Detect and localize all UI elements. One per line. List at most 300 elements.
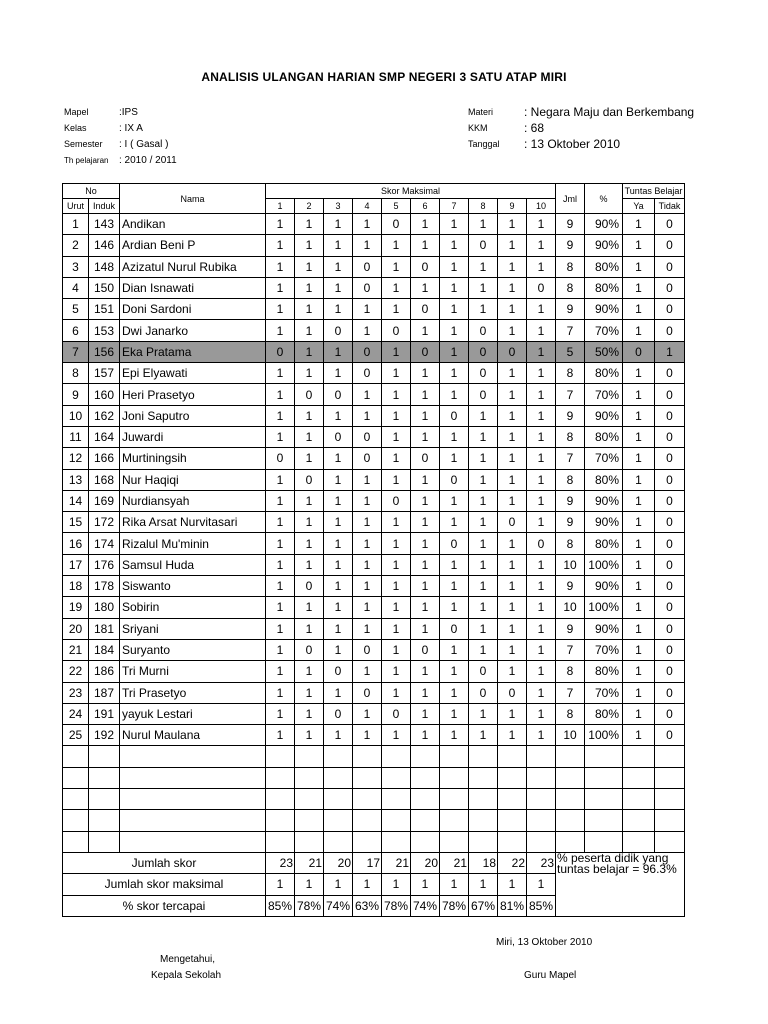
footer-max: 1 [411, 874, 440, 895]
student-score: 1 [498, 576, 527, 597]
header-q: 9 [498, 199, 527, 214]
student-jml: 7 [556, 320, 585, 341]
student-score: 1 [266, 512, 295, 533]
table-row [63, 661, 685, 682]
score-table [62, 183, 685, 917]
student-urut: 5 [63, 299, 89, 320]
student-induk: 184 [89, 639, 120, 660]
student-induk: 150 [89, 277, 120, 298]
student-score: 0 [324, 426, 353, 447]
student-score: 1 [411, 320, 440, 341]
student-score: 1 [324, 277, 353, 298]
student-score: 1 [527, 256, 556, 277]
student-ya: 1 [623, 235, 655, 256]
student-score: 1 [469, 469, 498, 490]
header-ya: Ya [623, 199, 655, 214]
student-score: 1 [382, 256, 411, 277]
student-score: 0 [469, 235, 498, 256]
student-induk: 169 [89, 490, 120, 511]
student-score: 1 [353, 214, 382, 235]
table-row [63, 576, 685, 597]
student-score: 1 [382, 597, 411, 618]
empty-cell [556, 810, 585, 831]
student-tidak: 0 [655, 405, 685, 426]
student-jml: 9 [556, 299, 585, 320]
footer-sum: 22 [498, 852, 527, 873]
empty-cell [585, 789, 623, 810]
meta-value: : 13 Oktober 2010 [524, 137, 621, 151]
student-score: 0 [353, 363, 382, 384]
student-score: 1 [266, 469, 295, 490]
footer-percent: 74% [324, 895, 353, 916]
student-score: 1 [527, 490, 556, 511]
student-score: 1 [382, 277, 411, 298]
student-score: 1 [324, 214, 353, 235]
header-q: 8 [469, 199, 498, 214]
student-score: 0 [411, 341, 440, 362]
empty-cell [324, 789, 353, 810]
student-score: 1 [295, 533, 324, 554]
student-score: 1 [295, 682, 324, 703]
student-score: 0 [411, 448, 440, 469]
meta-label: Kelas [64, 123, 87, 133]
student-percent: 90% [585, 490, 623, 511]
footer-label-jumlah-max: Jumlah skor maksimal [63, 874, 266, 895]
student-jml: 10 [556, 554, 585, 575]
student-score: 1 [440, 639, 469, 660]
student-score: 1 [411, 384, 440, 405]
student-score: 1 [266, 682, 295, 703]
student-score: 0 [295, 639, 324, 660]
student-score: 1 [266, 235, 295, 256]
student-percent: 100% [585, 554, 623, 575]
student-score: 1 [295, 512, 324, 533]
student-induk: 160 [89, 384, 120, 405]
student-score: 1 [498, 533, 527, 554]
student-score: 1 [353, 235, 382, 256]
table-row [63, 469, 685, 490]
student-score: 1 [353, 469, 382, 490]
student-percent: 90% [585, 512, 623, 533]
student-name: Juwardi [120, 426, 266, 447]
student-tidak: 0 [655, 533, 685, 554]
empty-cell [89, 767, 120, 788]
student-score: 1 [527, 576, 556, 597]
table-row [63, 405, 685, 426]
empty-cell [353, 831, 382, 852]
student-score: 0 [295, 576, 324, 597]
student-induk: 162 [89, 405, 120, 426]
student-score: 1 [353, 384, 382, 405]
student-score: 1 [498, 363, 527, 384]
empty-cell [527, 831, 556, 852]
header-q: 5 [382, 199, 411, 214]
empty-cell [469, 767, 498, 788]
student-percent: 70% [585, 320, 623, 341]
student-jml: 8 [556, 533, 585, 554]
student-score: 1 [498, 703, 527, 724]
student-induk: 174 [89, 533, 120, 554]
student-score: 0 [440, 405, 469, 426]
student-urut: 15 [63, 512, 89, 533]
student-score: 1 [527, 725, 556, 746]
student-score: 1 [440, 341, 469, 362]
student-score: 0 [498, 341, 527, 362]
student-score: 1 [469, 597, 498, 618]
empty-cell [585, 746, 623, 767]
table-row [63, 235, 685, 256]
student-urut: 1 [63, 214, 89, 235]
table-row [63, 725, 685, 746]
empty-row [63, 789, 685, 810]
table-row [63, 299, 685, 320]
empty-cell [120, 831, 266, 852]
student-score: 1 [266, 490, 295, 511]
footer-percent: 85% [266, 895, 295, 916]
student-score: 1 [440, 682, 469, 703]
footer-max: 1 [295, 874, 324, 895]
student-induk: 181 [89, 618, 120, 639]
empty-cell [623, 789, 655, 810]
student-score: 1 [295, 725, 324, 746]
footer-sum: 23 [527, 852, 556, 873]
table-row [63, 533, 685, 554]
student-score: 1 [353, 661, 382, 682]
empty-cell [411, 746, 440, 767]
meta-right [468, 104, 694, 152]
empty-cell [120, 810, 266, 831]
student-score: 0 [440, 533, 469, 554]
footer-max: 1 [469, 874, 498, 895]
student-score: 1 [324, 512, 353, 533]
table-row [63, 448, 685, 469]
student-urut: 17 [63, 554, 89, 575]
student-score: 1 [440, 554, 469, 575]
footer-sum: 23 [266, 852, 295, 873]
student-score: 1 [527, 597, 556, 618]
student-ya: 1 [623, 256, 655, 277]
footer-sum: 17 [353, 852, 382, 873]
header-tidak: Tidak [655, 199, 685, 214]
student-tidak: 0 [655, 554, 685, 575]
student-ya: 1 [623, 725, 655, 746]
student-percent: 100% [585, 725, 623, 746]
empty-cell [382, 789, 411, 810]
student-score: 1 [324, 469, 353, 490]
student-score: 1 [527, 682, 556, 703]
student-tidak: 0 [655, 214, 685, 235]
student-score: 0 [469, 341, 498, 362]
student-tidak: 0 [655, 363, 685, 384]
student-score: 1 [527, 405, 556, 426]
student-jml: 8 [556, 277, 585, 298]
table-row [63, 214, 685, 235]
empty-cell [266, 789, 295, 810]
footer-sum: 20 [411, 852, 440, 873]
student-jml: 8 [556, 256, 585, 277]
footer-max: 1 [353, 874, 382, 895]
empty-row [63, 810, 685, 831]
student-score: 0 [353, 448, 382, 469]
student-jml: 7 [556, 384, 585, 405]
student-score: 1 [324, 405, 353, 426]
student-tidak: 0 [655, 703, 685, 724]
student-score: 1 [382, 235, 411, 256]
header-q: 1 [266, 199, 295, 214]
student-score: 0 [469, 363, 498, 384]
student-score: 1 [295, 277, 324, 298]
empty-cell [623, 831, 655, 852]
student-score: 1 [498, 597, 527, 618]
empty-cell [120, 789, 266, 810]
student-score: 1 [353, 405, 382, 426]
student-score: 0 [440, 618, 469, 639]
student-score: 1 [324, 597, 353, 618]
empty-cell [89, 810, 120, 831]
student-score: 0 [324, 384, 353, 405]
student-score: 1 [411, 682, 440, 703]
student-score: 1 [266, 576, 295, 597]
student-percent: 70% [585, 682, 623, 703]
student-score: 1 [498, 448, 527, 469]
student-score: 1 [527, 448, 556, 469]
header-q: 4 [353, 199, 382, 214]
student-percent: 70% [585, 639, 623, 660]
student-score: 1 [266, 426, 295, 447]
student-score: 1 [324, 363, 353, 384]
student-score: 1 [353, 533, 382, 554]
empty-cell [353, 767, 382, 788]
student-percent: 80% [585, 533, 623, 554]
footer-sum: 21 [382, 852, 411, 873]
footer-max: 1 [498, 874, 527, 895]
student-score: 1 [411, 469, 440, 490]
empty-cell [655, 746, 685, 767]
empty-cell [440, 746, 469, 767]
student-score: 0 [382, 214, 411, 235]
student-induk: 153 [89, 320, 120, 341]
student-jml: 7 [556, 448, 585, 469]
student-score: 0 [411, 299, 440, 320]
header-q: 3 [324, 199, 353, 214]
student-score: 1 [498, 639, 527, 660]
empty-cell [63, 810, 89, 831]
student-induk: 180 [89, 597, 120, 618]
student-ya: 1 [623, 490, 655, 511]
student-score: 1 [469, 256, 498, 277]
empty-cell [324, 831, 353, 852]
empty-cell [89, 746, 120, 767]
student-ya: 1 [623, 363, 655, 384]
student-jml: 8 [556, 661, 585, 682]
student-tidak: 0 [655, 299, 685, 320]
student-urut: 11 [63, 426, 89, 447]
student-induk: 148 [89, 256, 120, 277]
footer-max: 1 [527, 874, 556, 895]
empty-cell [655, 810, 685, 831]
student-score: 1 [469, 214, 498, 235]
student-score: 0 [469, 320, 498, 341]
empty-cell [556, 767, 585, 788]
meta-label: Semester [64, 139, 103, 149]
student-score: 1 [295, 448, 324, 469]
student-score: 1 [324, 554, 353, 575]
student-score: 1 [353, 618, 382, 639]
student-score: 1 [266, 661, 295, 682]
student-ya: 1 [623, 618, 655, 639]
student-percent: 90% [585, 299, 623, 320]
student-score: 1 [411, 618, 440, 639]
empty-cell [556, 746, 585, 767]
student-urut: 13 [63, 469, 89, 490]
student-score: 1 [353, 554, 382, 575]
student-urut: 19 [63, 597, 89, 618]
student-jml: 7 [556, 682, 585, 703]
empty-cell [324, 810, 353, 831]
student-urut: 4 [63, 277, 89, 298]
student-score: 1 [440, 725, 469, 746]
student-score: 1 [324, 639, 353, 660]
student-score: 1 [411, 597, 440, 618]
empty-row [63, 746, 685, 767]
empty-cell [585, 810, 623, 831]
student-score: 1 [440, 384, 469, 405]
student-urut: 16 [63, 533, 89, 554]
student-score: 1 [353, 299, 382, 320]
student-score: 1 [440, 426, 469, 447]
student-tidak: 0 [655, 682, 685, 703]
student-score: 1 [411, 576, 440, 597]
meta-value: : Negara Maju dan Berkembang [524, 105, 695, 119]
student-name: Andikan [120, 214, 266, 235]
student-score: 1 [498, 256, 527, 277]
empty-cell [89, 789, 120, 810]
student-score: 1 [324, 533, 353, 554]
student-score: 1 [382, 533, 411, 554]
empty-cell [440, 767, 469, 788]
student-score: 1 [440, 703, 469, 724]
student-tidak: 0 [655, 725, 685, 746]
student-urut: 6 [63, 320, 89, 341]
student-percent: 70% [585, 384, 623, 405]
student-score: 1 [353, 703, 382, 724]
empty-cell [498, 831, 527, 852]
student-jml: 9 [556, 512, 585, 533]
student-induk: 151 [89, 299, 120, 320]
student-score: 0 [324, 320, 353, 341]
student-tidak: 0 [655, 597, 685, 618]
student-score: 0 [382, 490, 411, 511]
student-score: 1 [353, 725, 382, 746]
student-score: 1 [469, 448, 498, 469]
student-urut: 10 [63, 405, 89, 426]
student-induk: 191 [89, 703, 120, 724]
student-score: 1 [266, 725, 295, 746]
empty-cell [527, 767, 556, 788]
student-score: 1 [324, 725, 353, 746]
student-score: 1 [498, 426, 527, 447]
meta-left [64, 104, 177, 168]
student-score: 1 [382, 576, 411, 597]
student-score: 1 [527, 299, 556, 320]
student-score: 1 [498, 618, 527, 639]
meta-value: : IX A [119, 122, 143, 134]
student-score: 1 [266, 256, 295, 277]
header-skor: Skor Maksimal [266, 184, 556, 199]
student-jml: 9 [556, 405, 585, 426]
student-score: 1 [266, 618, 295, 639]
student-induk: 172 [89, 512, 120, 533]
student-score: 0 [382, 703, 411, 724]
student-name: Suryanto [120, 639, 266, 660]
empty-cell [527, 789, 556, 810]
student-score: 0 [353, 639, 382, 660]
student-percent: 80% [585, 426, 623, 447]
student-score: 1 [411, 554, 440, 575]
student-score: 1 [295, 426, 324, 447]
student-score: 0 [266, 448, 295, 469]
footer-max: 1 [382, 874, 411, 895]
student-score: 1 [440, 512, 469, 533]
student-score: 1 [266, 320, 295, 341]
student-score: 1 [295, 214, 324, 235]
student-score: 1 [295, 405, 324, 426]
student-score: 1 [382, 448, 411, 469]
student-score: 1 [469, 533, 498, 554]
empty-cell [498, 789, 527, 810]
student-ya: 1 [623, 639, 655, 660]
empty-cell [266, 810, 295, 831]
header-q: 6 [411, 199, 440, 214]
student-induk: 168 [89, 469, 120, 490]
student-ya: 1 [623, 320, 655, 341]
student-score: 1 [498, 469, 527, 490]
student-score: 0 [440, 469, 469, 490]
student-jml: 9 [556, 490, 585, 511]
student-name: Murtiningsih [120, 448, 266, 469]
student-percent: 100% [585, 597, 623, 618]
student-percent: 90% [585, 235, 623, 256]
table-row [63, 384, 685, 405]
table-row [63, 639, 685, 660]
student-name: yayuk Lestari [120, 703, 266, 724]
empty-cell [63, 831, 89, 852]
student-score: 1 [411, 490, 440, 511]
student-score: 1 [498, 235, 527, 256]
student-score: 1 [382, 639, 411, 660]
empty-cell [266, 746, 295, 767]
student-urut: 9 [63, 384, 89, 405]
student-score: 1 [411, 426, 440, 447]
student-name: Samsul Huda [120, 554, 266, 575]
student-percent: 80% [585, 277, 623, 298]
student-score: 1 [295, 299, 324, 320]
footer-sum: 21 [440, 852, 469, 873]
student-score: 1 [440, 661, 469, 682]
student-score: 1 [527, 703, 556, 724]
empty-cell [623, 746, 655, 767]
student-tidak: 0 [655, 235, 685, 256]
student-score: 1 [295, 554, 324, 575]
student-induk: 146 [89, 235, 120, 256]
student-percent: 90% [585, 618, 623, 639]
empty-cell [527, 810, 556, 831]
student-score: 0 [382, 320, 411, 341]
student-percent: 80% [585, 703, 623, 724]
header-jml: Jml [556, 184, 585, 214]
student-ya: 1 [623, 277, 655, 298]
student-score: 1 [498, 490, 527, 511]
